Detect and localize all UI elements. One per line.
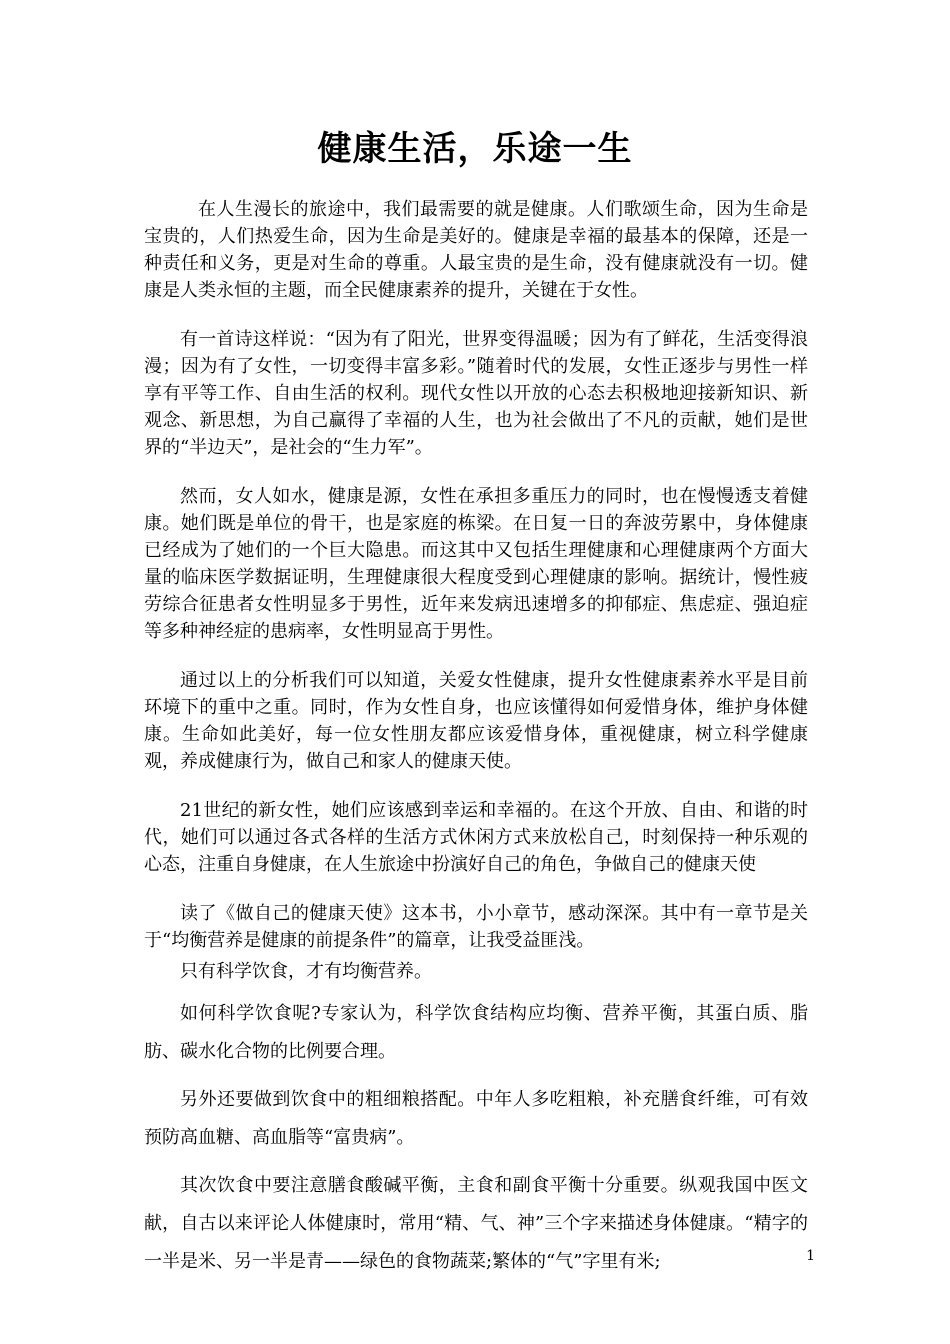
paragraph-nutrition: 只有科学饮食，才有均衡营养。 [180,961,432,982]
paragraph-poem: 有一首诗这样说：“因为有了阳光，世界变得温暖；因为有了鲜花，生活变得浪漫；因为有了女性，一切变得丰富多彩。”随着时代的发展，女性正逐步与男性一样享有平等工作、自由生活的权利。现代女性以开放的心态去积极地迎接新知识、新观念、新思想，为自己赢得了幸福的人生，也为社会做出了不凡的贡献，她们是世界的“半边天”，是社会的“生力军”。 [144,329,808,458]
paragraph-diet-structure: 如何科学饮食呢?专家认为，科学饮食结构应均衡、营养平衡，其蛋白质、脂肪、碳水化合物的比例要合理。 [144,1003,808,1062]
paragraph-acid-base: 其次饮食中要注意膳食酸碱平衡，主食和副食平衡十分重要。纵观我国中医文献，自古以来评论人体健康时，常用“精、气、神”三个字来描述身体健康。“精字的一半是米、另一半是青——绿色的食物蔬菜;繁体的“气”字里有米; [144,1175,808,1272]
page-number: 1 [806,1248,815,1264]
document-title: 健康生活，乐途一生 [317,129,633,169]
paragraph-intro: 在人生漫长的旅途中，我们最需要的就是健康。人们歌颂生命，因为生命是宝贵的，人们热爱生命，因为生命是美好的。健康是幸福的最基本的保障，还是一种责任和义务，更是对生命的尊重。人最宝贵的是生命，没有健康就没有一切。健康是人类永恒的主题，而全民健康素养的提升，关键在于女性。 [144,199,808,301]
paragraph-book: 读了《做自己的健康天使》这本书，小小章节，感动深深。其中有一章节是关于“均衡营养是健康的前提条件”的篇章，让我受益匪浅。 [144,903,808,951]
paragraph-analysis: 通过以上的分析我们可以知道，关爱女性健康，提升女性健康素养水平是目前环境下的重中之重。同时，作为女性自身，也应该懂得如何爱惜身体，维护身体健康。生命如此美好，每一位女性朋友都应该爱惜身体，重视健康，树立科学健康观，养成健康行为，做自己和家人的健康天使。 [144,670,808,772]
paragraph-pressure: 然而，女人如水，健康是源，女性在承担多重压力的同时，也在慢慢透支着健康。她们既是单位的骨干，也是家庭的栋梁。在日复一日的奔波劳累中，身体健康已经成为了她们的一个巨大隐患。而这其中又包括生理健康和心理健康两个方面大量的临床医学数据证明，生理健康很大程度受到心理健康的影响。据统计，慢性疲劳综合征患者女性明显多于男性，近年来发病迅速增多的抑郁症、焦虑症、强迫症等多种神经症的患病率，女性明显高于男性。 [144,486,808,642]
document-body [144,196,808,1281]
paragraph-grains: 另外还要做到饮食中的粗细粮搭配。中年人多吃粗粮，补充膳食纤维，可有效预防高血糖、高血脂等“富贵病”。 [144,1089,808,1148]
paragraph-new-women: 21世纪的新女性，她们应该感到幸运和幸福的。在这个开放、自由、和谐的时代，她们可以通过各式各样的生活方式休闲方式来放松自己，时刻保持一种乐观的心态，注重自身健康，在人生旅途中扮演好自己的角色，争做自己的健康天使 [144,800,808,875]
